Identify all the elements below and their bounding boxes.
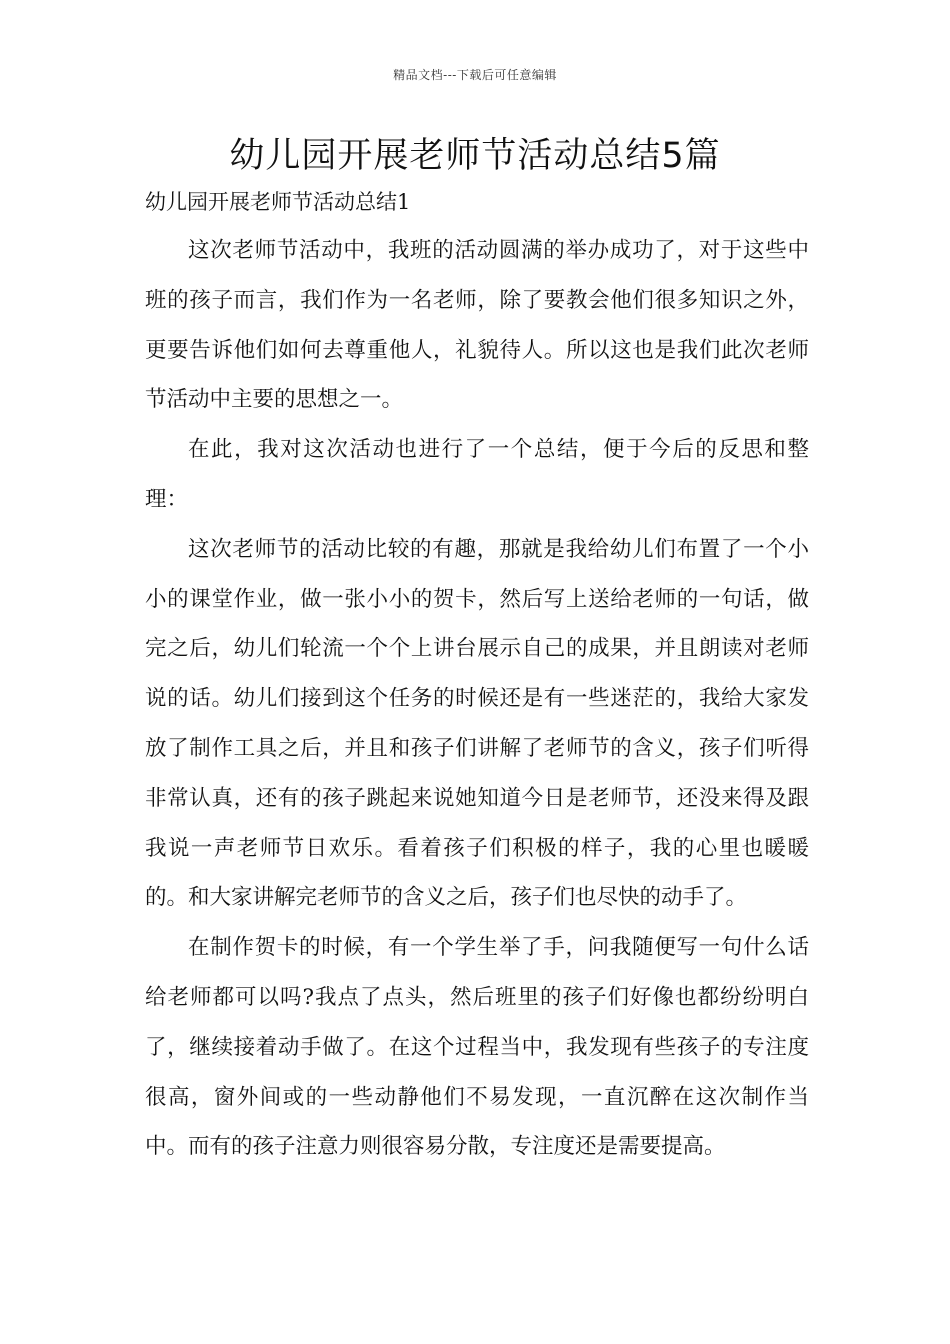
document-title: 幼儿园开展老师节活动总结5篇 xyxy=(229,136,721,176)
section-heading: 幼儿园开展老师节活动总结1 xyxy=(145,190,411,214)
document-body xyxy=(145,226,809,1172)
header-note: 精品文档---下载后可任意编辑 xyxy=(393,68,557,82)
paragraph: 这次老师节活动中，我班的活动圆满的举办成功了，对于这些中班的孩子而言，我们作为一名老师，除了要教会他们很多知识之外，更要告诉他们如何去尊重他人，礼貌待人。所以这也是我们此次老师节活动中主要的思想之一。 xyxy=(145,238,809,413)
paragraph: 这次老师节的活动比较的有趣，那就是我给幼儿们布置了一个小小的课堂作业，做一张小小的贺卡，然后写上送给老师的一句话，做完之后，幼儿们轮流一个个上讲台展示自己的成果，并且朗读对老师说的话。幼儿们接到这个任务的时候还是有一些迷茫的，我给大家发放了制作工具之后，并且和孩子们讲解了老师节的含义，孩子们听得非常认真，还有的孩子跳起来说她知道今日是老师节，还没来得及跟我说一声老师节日欢乐。看着孩子们积极的样子，我的心里也暖暖的。和大家讲解完老师节的含义之后，孩子们也尽快的动手了。 xyxy=(145,536,809,911)
paragraph: 在制作贺卡的时候，有一个学生举了手，问我随便写一句什么话给老师都可以吗?我点了点头，然后班里的孩子们好像也都纷纷明白了，继续接着动手做了。在这个过程当中，我发现有些孩子的专注度很高，窗外间或的一些动静他们不易发现，一直沉醉在这次制作当中。而有的孩子注意力则很容易分散，专注度还是需要提高。 xyxy=(145,935,809,1160)
paragraph: 在此，我对这次活动也进行了一个总结，便于今后的反思和整理： xyxy=(145,437,809,512)
